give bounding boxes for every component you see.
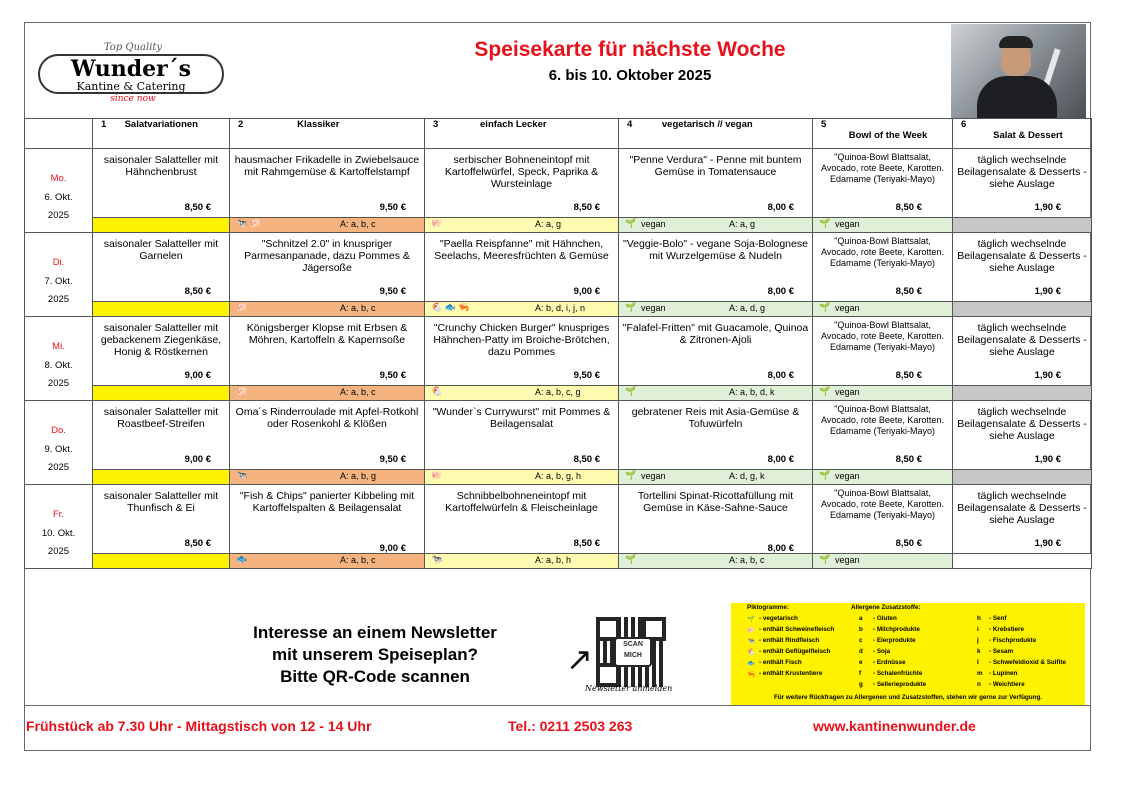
dish-cell — [813, 233, 953, 302]
dish-cell — [813, 149, 953, 218]
dish-text: "Crunchy Chicken Burger" knuspriges Hähnchen-Patty im Broiche-Brötchen, dazu Pommes — [433, 322, 610, 358]
info-cell — [619, 554, 813, 569]
dish-cell — [230, 149, 425, 218]
legend-allergen-key: m — [977, 670, 983, 677]
dish-price: 8,50 € — [184, 538, 211, 549]
legend-allergen-label: - Schwefeldioxid & Sulfite — [989, 659, 1066, 666]
dish-text: "Fish & Chips" panierter Kibbeling mit Kartoffelspalten & Beilagensalat — [239, 490, 415, 514]
legend-pict-label: - enthält Krustentiere — [759, 670, 823, 677]
dish-price: 9,00 € — [573, 286, 600, 297]
allergen-codes: A: a, b, c — [340, 387, 376, 397]
dish-text: "Penne Verdura" - Penne mit buntem Gemüse in Tomatensauce — [629, 154, 802, 178]
pictogram-icon: 🌱 — [819, 302, 831, 312]
pictogram-icon: 🌱 — [819, 470, 831, 480]
dish-cell — [619, 401, 813, 470]
logo — [36, 42, 230, 104]
legend-allergen-label: - Fischprodukte — [989, 637, 1037, 644]
dish-cell — [953, 149, 1092, 218]
allergen-codes: A: a, b, c — [729, 555, 765, 565]
date-range: 6. bis 10. Oktober 2025 — [548, 67, 712, 84]
day-name: Fr. — [52, 509, 65, 520]
logo-tagline: Top Quality — [103, 42, 163, 53]
dish-cell — [953, 317, 1092, 386]
legend-allergen-key: d — [859, 648, 863, 655]
info-cell — [230, 554, 425, 569]
vegan-label: vegan — [835, 303, 860, 313]
dish-text: täglich wechselnde Beilagensalate & Desserts - siehe Auslage — [957, 322, 1087, 358]
dish-price: 9,50 € — [573, 370, 600, 381]
info-cell — [425, 386, 619, 401]
day-date: 9. Okt. — [44, 444, 73, 455]
dish-price: 8,00 € — [767, 543, 794, 554]
dish-text: "Quinoa-Bowl Blattsalat, Avocado, rote Beete, Karotten. Edamame (Teriyaki-Mayo) — [821, 236, 944, 268]
dish-price: 8,50 € — [895, 202, 922, 213]
dish-price: 8,50 € — [895, 370, 922, 381]
dish-text: Schnibbelbohneneintopf mit Kartoffelwürfeln & Fleischeinlage — [445, 490, 598, 514]
allergen-codes: A: a, b, c — [340, 303, 376, 313]
logo-badge — [38, 54, 224, 94]
dish-text: saisonaler Salatteller mit Garnelen — [103, 238, 219, 262]
legend-allergen-key: l — [977, 659, 979, 666]
dish-price: 9,50 € — [379, 454, 406, 465]
info-cell — [813, 470, 953, 485]
info-cell — [953, 302, 1092, 317]
day-row — [25, 317, 1092, 386]
info-cell — [953, 470, 1092, 485]
legend-allergen-key: j — [977, 637, 979, 644]
legend-allergen-key: n — [977, 681, 981, 688]
legend-allergen-key: e — [859, 659, 863, 666]
allergen-codes: A: a, b, h — [535, 555, 572, 565]
info-row — [25, 554, 1092, 569]
dish-price: 1,90 € — [1034, 454, 1061, 465]
legend-allergen-label: - Gluten — [873, 615, 897, 622]
dish-text: "Veggie-Bolo" - vegane Soja-Bolognese mit Wurzelgemüse & Nudeln — [623, 238, 808, 262]
pictogram-icon: 🌱 — [625, 218, 637, 228]
newsletter-text — [210, 622, 540, 688]
dish-price: 1,90 € — [1034, 202, 1061, 213]
day-name: Do. — [51, 425, 66, 436]
column-label: Klassiker — [297, 119, 340, 130]
pictogram-icon: 🐄 🐖 — [236, 218, 261, 228]
newsletter-line2: mit unserem Speiseplan? — [272, 645, 478, 664]
info-cell — [425, 554, 619, 569]
dish-price: 8,50 € — [895, 286, 922, 297]
info-cell — [813, 386, 953, 401]
allergen-codes: A: a, g — [535, 219, 562, 229]
info-cell — [619, 386, 813, 401]
logo-name: Wunder´s — [70, 56, 192, 82]
dish-text: Tortellini Spinat-Ricottafüllung mit Gemüse in Käse-Sahne-Sauce — [637, 490, 794, 514]
day-year: 2025 — [47, 462, 70, 473]
pictogram-icon: 🐖 — [236, 386, 248, 396]
dish-text: "Paella Reispfanne" mit Hähnchen, Seelachs, Meeresfrüchten & Gemüse — [434, 238, 609, 262]
legend-box — [731, 603, 1085, 705]
legend-allergen-label: - Sellerieprodukte — [873, 681, 927, 688]
info-cell — [230, 302, 425, 317]
legend-allergen-key: a — [859, 615, 863, 622]
day-cell — [25, 401, 93, 485]
logo-since: since now — [110, 94, 156, 104]
info-cell — [93, 218, 230, 233]
allergen-codes: A: a, b, d, k — [729, 387, 775, 397]
day-year: 2025 — [47, 294, 70, 305]
allergen-codes: A: a, b, c — [340, 219, 376, 229]
legend-pict-label: - enthält Schweinefleisch — [759, 626, 835, 633]
page-title: Speisekarte für nächste Woche — [474, 38, 786, 61]
info-cell — [619, 302, 813, 317]
column-number: 6 — [961, 119, 967, 130]
info-cell — [425, 470, 619, 485]
column-number: 1 — [101, 119, 107, 130]
vegan-label: vegan — [641, 471, 666, 481]
logo-subtitle: Kantine & Catering — [76, 80, 186, 93]
dish-price: 8,50 € — [895, 454, 922, 465]
legend-allergen-key: h — [977, 615, 981, 622]
column-header — [953, 119, 1092, 149]
dish-price: 8,50 € — [895, 538, 922, 549]
vegan-label: vegan — [835, 555, 860, 565]
column-header — [230, 119, 425, 149]
column-header — [93, 119, 230, 149]
vegan-label: vegan — [835, 219, 860, 229]
info-cell — [619, 470, 813, 485]
info-cell — [230, 470, 425, 485]
column-label: einfach Lecker — [480, 119, 547, 130]
dish-price: 1,90 € — [1034, 286, 1061, 297]
allergen-codes: A: d, g, k — [729, 471, 765, 481]
allergen-codes: A: a, b, g, h — [535, 471, 582, 481]
day-name: Di. — [52, 257, 65, 268]
legend-allergen-label: - Soja — [873, 648, 891, 655]
legend-allergen-label: - Weichtiere — [989, 681, 1025, 688]
dish-cell — [813, 485, 953, 554]
allergen-codes: A: a, b, c — [340, 555, 376, 565]
dish-text: "Wunder`s Currywurst" mit Pommes & Beilagensalat — [432, 406, 611, 430]
pictogram-icon: 🐔 🐟 🦐 — [431, 302, 470, 312]
dish-cell — [953, 485, 1092, 554]
info-cell — [813, 218, 953, 233]
dish-price: 8,50 € — [573, 202, 600, 213]
dish-cell — [813, 317, 953, 386]
footer-phone: Tel.: 0211 2503 263 — [508, 718, 633, 734]
legend-allergen-key: g — [859, 681, 863, 688]
footer-website[interactable]: www.kantinenwunder.de — [813, 718, 976, 734]
newsletter-line1: Interesse an einem Newsletter — [253, 623, 497, 642]
day-year: 2025 — [47, 210, 70, 221]
column-number: 4 — [627, 119, 633, 130]
pictogram-icon: 🌱 — [625, 470, 637, 480]
dish-text: "Quinoa-Bowl Blattsalat, Avocado, rote Beete, Karotten. Edamame (Teriyaki-Mayo) — [821, 152, 944, 184]
legend-allergen-key: i — [977, 626, 979, 633]
info-cell — [93, 554, 230, 569]
day-name: Mo. — [50, 173, 67, 184]
legend-pict-label: - enthält Rindfleisch — [759, 637, 820, 644]
info-cell — [953, 554, 1092, 569]
dish-text: "Quinoa-Bowl Blattsalat, Avocado, rote Beete, Karotten. Edamame (Teriyaki-Mayo) — [821, 320, 944, 352]
pictogram-icon: 🌱 — [625, 386, 637, 396]
pictogram-icon: 🐖 — [236, 302, 248, 312]
allergen-codes: A: a, d, g — [729, 303, 766, 313]
dish-cell — [230, 233, 425, 302]
dish-text: Königsberger Klopse mit Erbsen & Möhren, Kartoffeln & Kapernsoße — [246, 322, 408, 346]
info-cell — [953, 386, 1092, 401]
info-row — [25, 302, 1092, 317]
legend-allergen-label: - Senf — [989, 615, 1007, 622]
day-date: 6. Okt. — [44, 192, 73, 203]
dish-cell — [93, 485, 230, 554]
day-year: 2025 — [47, 378, 70, 389]
legend-pict-label: - enthält Geflügelfleisch — [759, 648, 831, 655]
vegan-label: vegan — [835, 387, 860, 397]
pictogram-icon: 🐄 — [431, 554, 443, 564]
dish-text: "Quinoa-Bowl Blattsalat, Avocado, rote Beete, Karotten. Edamame (Teriyaki-Mayo) — [821, 488, 944, 520]
dish-cell — [425, 317, 619, 386]
dish-price: 9,50 € — [379, 202, 406, 213]
column-label: Salatvariationen — [124, 119, 198, 130]
legend-allergen-title: Allergene Zusatzstoffe: — [851, 604, 921, 611]
dish-cell — [425, 233, 619, 302]
legend-icon: 🐟 — [747, 660, 755, 667]
vegan-label: vegan — [641, 303, 666, 313]
column-label: vegetarisch // vegan — [661, 119, 753, 130]
dish-text: täglich wechselnde Beilagensalate & Desserts - siehe Auslage — [957, 154, 1087, 190]
day-cell — [25, 485, 93, 569]
qr-caption: Newsletter anmelden — [585, 684, 673, 693]
allergen-codes: A: a, b, c, g — [535, 387, 581, 397]
info-row — [25, 386, 1092, 401]
dish-price: 8,50 € — [573, 538, 600, 549]
pictogram-icon: 🌱 — [625, 554, 637, 564]
info-cell — [619, 218, 813, 233]
info-row — [25, 218, 1092, 233]
dish-cell — [425, 485, 619, 554]
dish-price: 8,00 € — [767, 370, 794, 381]
dish-text: "Falafel-Fritten" mit Guacamole, Quinoa & Zitronen-Ajoli — [622, 322, 809, 346]
vegan-label: vegan — [835, 471, 860, 481]
info-cell — [93, 302, 230, 317]
dish-cell — [425, 401, 619, 470]
legend-allergen-key: b — [859, 626, 863, 633]
dish-price: 8,50 € — [184, 286, 211, 297]
dish-text: täglich wechselnde Beilagensalate & Desserts - siehe Auslage — [957, 238, 1087, 274]
allergen-codes: A: b, d, i, j, n — [535, 303, 586, 313]
column-number: 2 — [238, 119, 244, 130]
legend-icon: 🌱 — [747, 616, 755, 623]
dish-cell — [93, 233, 230, 302]
footer-hours: Frühstück ab 7.30 Uhr - Mittagstisch von 12 - 14 Uhr — [26, 718, 372, 734]
dish-cell — [93, 401, 230, 470]
dish-cell — [93, 149, 230, 218]
allergen-codes: A: a, b, g — [340, 471, 377, 481]
legend-pict-label: - enthält Fisch — [759, 659, 802, 666]
column-header — [619, 119, 813, 149]
dish-cell — [425, 149, 619, 218]
day-date: 7. Okt. — [44, 276, 73, 287]
day-date: 8. Okt. — [44, 360, 73, 371]
dish-text: saisonaler Salatteller mit Thunfisch & Ei — [103, 490, 219, 514]
dish-text: hausmacher Frikadelle in Zwiebelsauce mit Rahmgemüse & Kartoffelstampf — [234, 154, 420, 178]
dish-cell — [93, 317, 230, 386]
dish-cell — [619, 485, 813, 554]
dish-price: 9,50 € — [379, 286, 406, 297]
newsletter-line3: Bitte QR-Code scannen — [280, 667, 470, 686]
info-cell — [425, 302, 619, 317]
legend-allergen-key: k — [977, 648, 981, 655]
pictogram-icon: 🌱 — [819, 554, 831, 564]
column-header — [813, 119, 953, 149]
dish-price: 9,00 € — [184, 370, 211, 381]
legend-allergen-key: f — [859, 670, 862, 677]
dish-cell — [230, 485, 425, 554]
qr-code[interactable] — [596, 617, 666, 687]
dish-cell — [619, 233, 813, 302]
pictogram-icon: 🐔 — [431, 386, 443, 396]
column-label: Bowl of the Week — [848, 130, 928, 141]
chef-photo — [951, 24, 1086, 118]
legend-pict-label: - vegetarisch — [759, 615, 798, 622]
dish-price: 9,00 € — [184, 454, 211, 465]
dish-text: saisonaler Salatteller mit gebackenem Ziegenkäse, Honig & Röstkernen — [100, 322, 222, 358]
info-cell — [230, 218, 425, 233]
info-cell — [425, 218, 619, 233]
divider — [24, 705, 1091, 706]
dish-text: Oma´s Rinderroulade mit Apfel-Rotkohl oder Rosenkohl & Klößen — [235, 406, 419, 430]
menu-table — [24, 118, 1092, 569]
header-row — [25, 119, 1092, 149]
day-row — [25, 485, 1092, 554]
day-name: Mi. — [52, 341, 65, 352]
legend-pict-title: Piktogramme: — [747, 604, 789, 611]
legend-icon: 🐔 — [747, 649, 755, 656]
dish-cell — [230, 401, 425, 470]
column-number: 3 — [433, 119, 439, 130]
dish-price: 8,50 € — [573, 454, 600, 465]
dish-cell — [230, 317, 425, 386]
dish-text: täglich wechselnde Beilagensalate & Desserts - siehe Auslage — [957, 406, 1087, 442]
dish-price: 1,90 € — [1034, 370, 1061, 381]
day-cell — [25, 149, 93, 233]
pictogram-icon: 🐄 — [236, 470, 248, 480]
header-blank — [25, 119, 93, 149]
dish-cell — [953, 401, 1092, 470]
info-cell — [230, 386, 425, 401]
legend-allergen-key: c — [859, 637, 863, 644]
dish-price: 8,00 € — [767, 202, 794, 213]
legend-icon: 🦐 — [747, 671, 755, 678]
dish-text: saisonaler Salatteller mit Hähnchenbrust — [103, 154, 219, 178]
dish-price: 8,50 € — [184, 202, 211, 213]
column-label: Salat & Dessert — [993, 130, 1063, 141]
pictogram-icon: 🐖 — [431, 218, 443, 228]
allergen-codes: A: a, g — [729, 219, 756, 229]
legend-allergen-label: - Krebstiere — [989, 626, 1024, 633]
pictogram-icon: 🌱 — [625, 302, 637, 312]
legend-allergen-label: - Eierprodukte — [873, 637, 916, 644]
pictogram-icon: 🐖 — [431, 470, 443, 480]
pictogram-icon: 🌱 — [819, 218, 831, 228]
legend-allergen-label: - Milchprodukte — [873, 626, 920, 633]
day-row — [25, 233, 1092, 302]
dish-text: "Quinoa-Bowl Blattsalat, Avocado, rote Beete, Karotten. Edamame (Teriyaki-Mayo) — [821, 404, 944, 436]
column-number: 5 — [821, 119, 827, 130]
arrow-icon: ↗ — [566, 641, 593, 677]
vegan-label: vegan — [641, 219, 666, 229]
dish-price: 9,50 € — [379, 370, 406, 381]
legend-allergen-label: - Lupinen — [989, 670, 1018, 677]
dish-text: täglich wechselnde Beilagensalate & Desserts - siehe Auslage — [957, 490, 1087, 526]
day-date: 10. Okt. — [41, 528, 76, 539]
day-row — [25, 401, 1092, 470]
dish-text: serbischer Bohneneintopf mit Kartoffelwürfel, Speck, Paprika & Wursteinlage — [444, 154, 599, 190]
column-header — [425, 119, 619, 149]
day-year: 2025 — [47, 546, 70, 557]
legend-footer: Für weitere Rückfragen zu Allergenen und Zusatzstoffen, stehen wir gerne zur Verfügung. — [773, 694, 1043, 701]
info-cell — [953, 218, 1092, 233]
qr-label: SCAN MICH — [614, 637, 652, 667]
info-cell — [93, 470, 230, 485]
info-cell — [813, 302, 953, 317]
day-cell — [25, 317, 93, 401]
dish-text: gebratener Reis mit Asia-Gemüse & Tofuwürfeln — [631, 406, 800, 430]
dish-cell — [619, 317, 813, 386]
info-cell — [813, 554, 953, 569]
dish-price: 8,00 € — [767, 454, 794, 465]
legend-allergen-label: - Sesam — [989, 648, 1014, 655]
legend-allergen-label: - Schalenfrüchte — [873, 670, 923, 677]
dish-cell — [619, 149, 813, 218]
pictogram-icon: 🌱 — [819, 386, 831, 396]
legend-icon: 🐖 — [747, 627, 755, 634]
info-cell — [93, 386, 230, 401]
legend-allergen-label: - Erdnüsse — [873, 659, 906, 666]
dish-cell — [953, 233, 1092, 302]
dish-price: 9,00 € — [379, 543, 406, 554]
dish-price: 1,90 € — [1034, 538, 1061, 549]
dish-cell — [813, 401, 953, 470]
day-cell — [25, 233, 93, 317]
info-row — [25, 470, 1092, 485]
dish-text: saisonaler Salatteller mit Roastbeef-Streifen — [103, 406, 219, 430]
dish-text: "Schnitzel 2.0" in knuspriger Parmesanpanade, dazu Pommes & Jägersoße — [244, 238, 410, 274]
dish-price: 8,00 € — [767, 286, 794, 297]
legend-icon: 🐄 — [747, 638, 755, 645]
day-row — [25, 149, 1092, 218]
pictogram-icon: 🐟 — [236, 554, 248, 564]
